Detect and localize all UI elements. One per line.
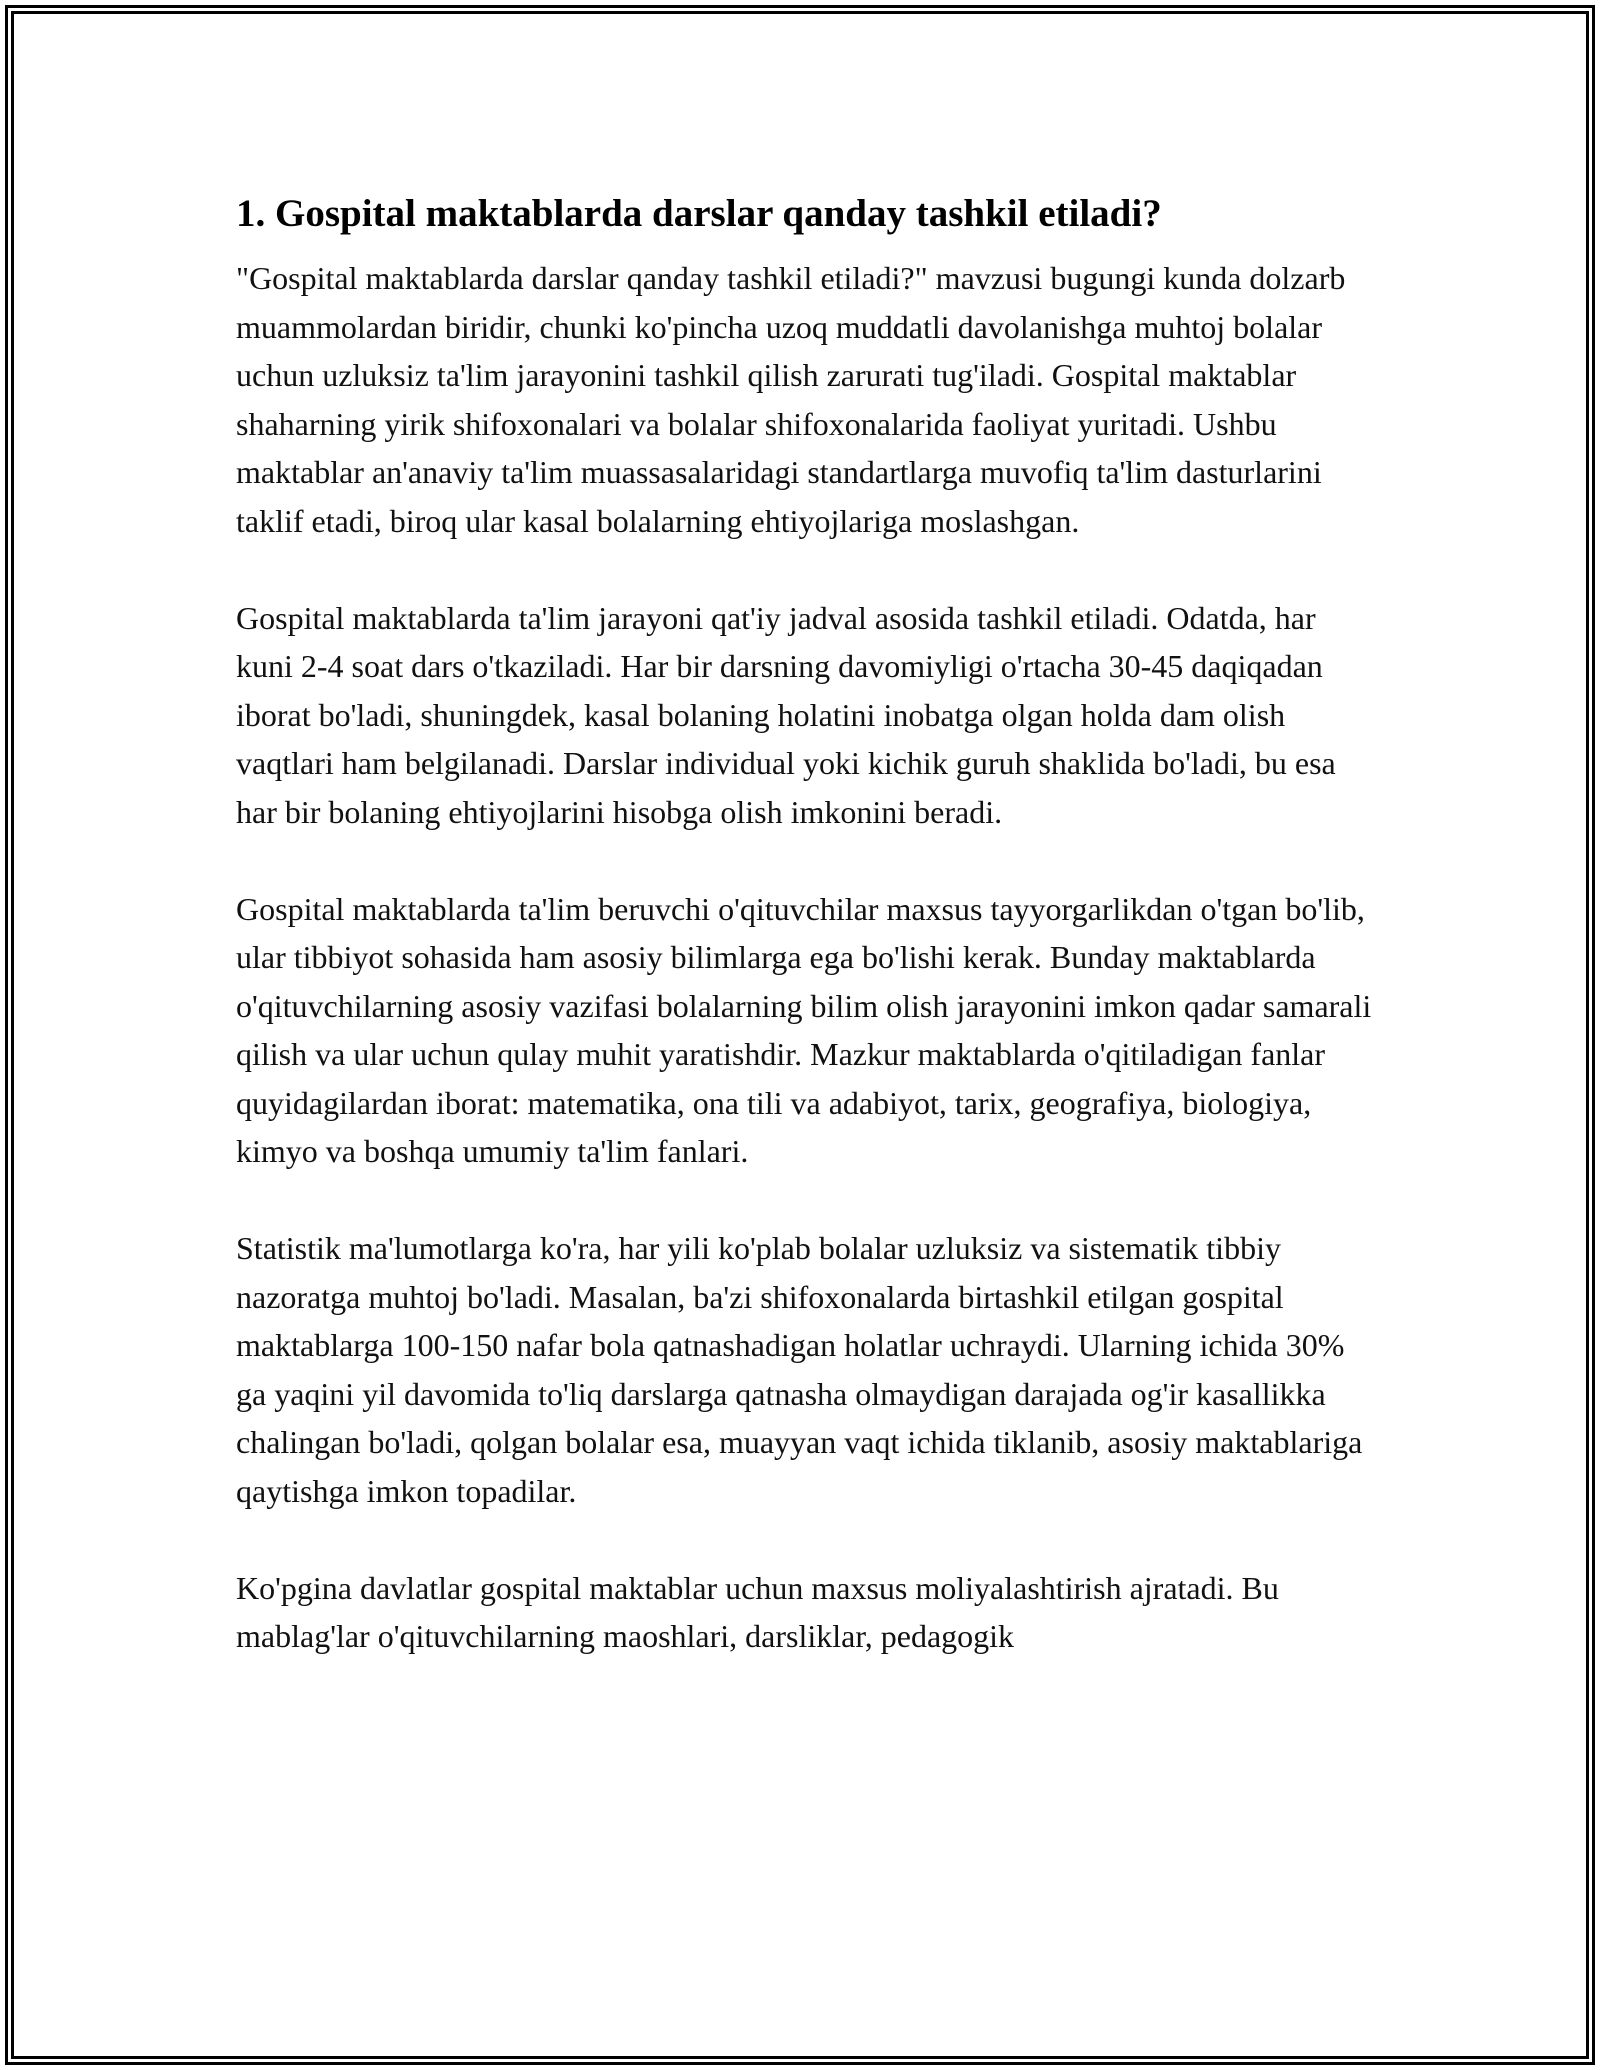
paragraph-4: Statistik ma'lumotlarga ko'ra, har yili ko'plab bolalar uzluksiz va sistematik tibbiy nazoratga muhtoj bo'ladi. Masalan, ba'zi shifoxonalarda birtashkil etilgan gospital maktablarga 100-150 nafar bola qatnashadigan holatlar uchraydi. Ularning ichida 30% ga yaqini yil davomida to'liq darslarga qatnasha olmaydigan darajada og'ir kasallikka chalingan bo'ladi, qolgan bolalar esa, muayyan vaqt ichida tiklanib, asosiy maktablariga qaytishga imkon topadilar.: [236, 1230, 1363, 1509]
paragraph-list: [236, 254, 1376, 1661]
paragraph-2: Gospital maktablarda ta'lim jarayoni qat'iy jadval asosida tashkil etiladi. Odatda, har kuni 2-4 soat dars o'tkaziladi. Har bir darsning davomiyligi o'rtacha 30-45 daqiqadan iborat bo'ladi, shuningdek, kasal bolaning holatini inobatga olgan holda dam olish vaqtlari ham belgilanadi. Darslar individual yoki kichik guruh shaklida bo'ladi, bu esa har bir bolaning ehtiyojlarini hisobga olish imkonini beradi.: [236, 599, 1336, 830]
document-body: [236, 186, 1376, 1661]
paragraph-3: Gospital maktablarda ta'lim beruvchi o'qituvchilar maxsus tayyorgarlikdan o'tgan bo'lib, ular tibbiyot sohasida ham asosiy bilimlarga ega bo'lishi kerak. Bunday maktablarda o'qituvchilarning asosiy vazifasi bolalarning bilim olish jarayonini imkon qadar samarali qilish va ular uchun qulay muhit yaratishdir. Mazkur maktablarda o'qitiladigan fanlar quyidagilardan iborat: matematika, ona tili va adabiyot, tarix, geografiya, biologiya, kimyo va boshqa umumiy ta'lim fanlari.: [236, 890, 1372, 1169]
paragraph-1: "Gospital maktablarda darslar qanday tashkil etiladi?" mavzusi bugungi kunda dolzarb muammolardan biridir, chunki ko'pincha uzoq muddatli davolanishga muhtoj bolalar uchun uzluksiz ta'lim jarayonini tashkil qilish zarurati tug'iladi. Gospital maktablar shaharning yirik shifoxonalari va bolalar shifoxonalarida faoliyat yuritadi. Ushbu maktablar an'anaviy ta'lim muassasalaridagi standartlarga muvofiq ta'lim dasturlarini taklif etadi, biroq ular kasal bolalarning ehtiyojlariga moslashgan.: [236, 260, 1346, 539]
section-heading: 1. Gospital maktablarda darslar qanday tashkil etiladi?: [236, 192, 1162, 235]
paragraph-5: Ko'pgina davlatlar gospital maktablar uchun maxsus moliyalashtirish ajratadi. Bu mablag'lar o'qituvchilarning maoshlari, darsliklar, pedagogik: [236, 1569, 1279, 1654]
